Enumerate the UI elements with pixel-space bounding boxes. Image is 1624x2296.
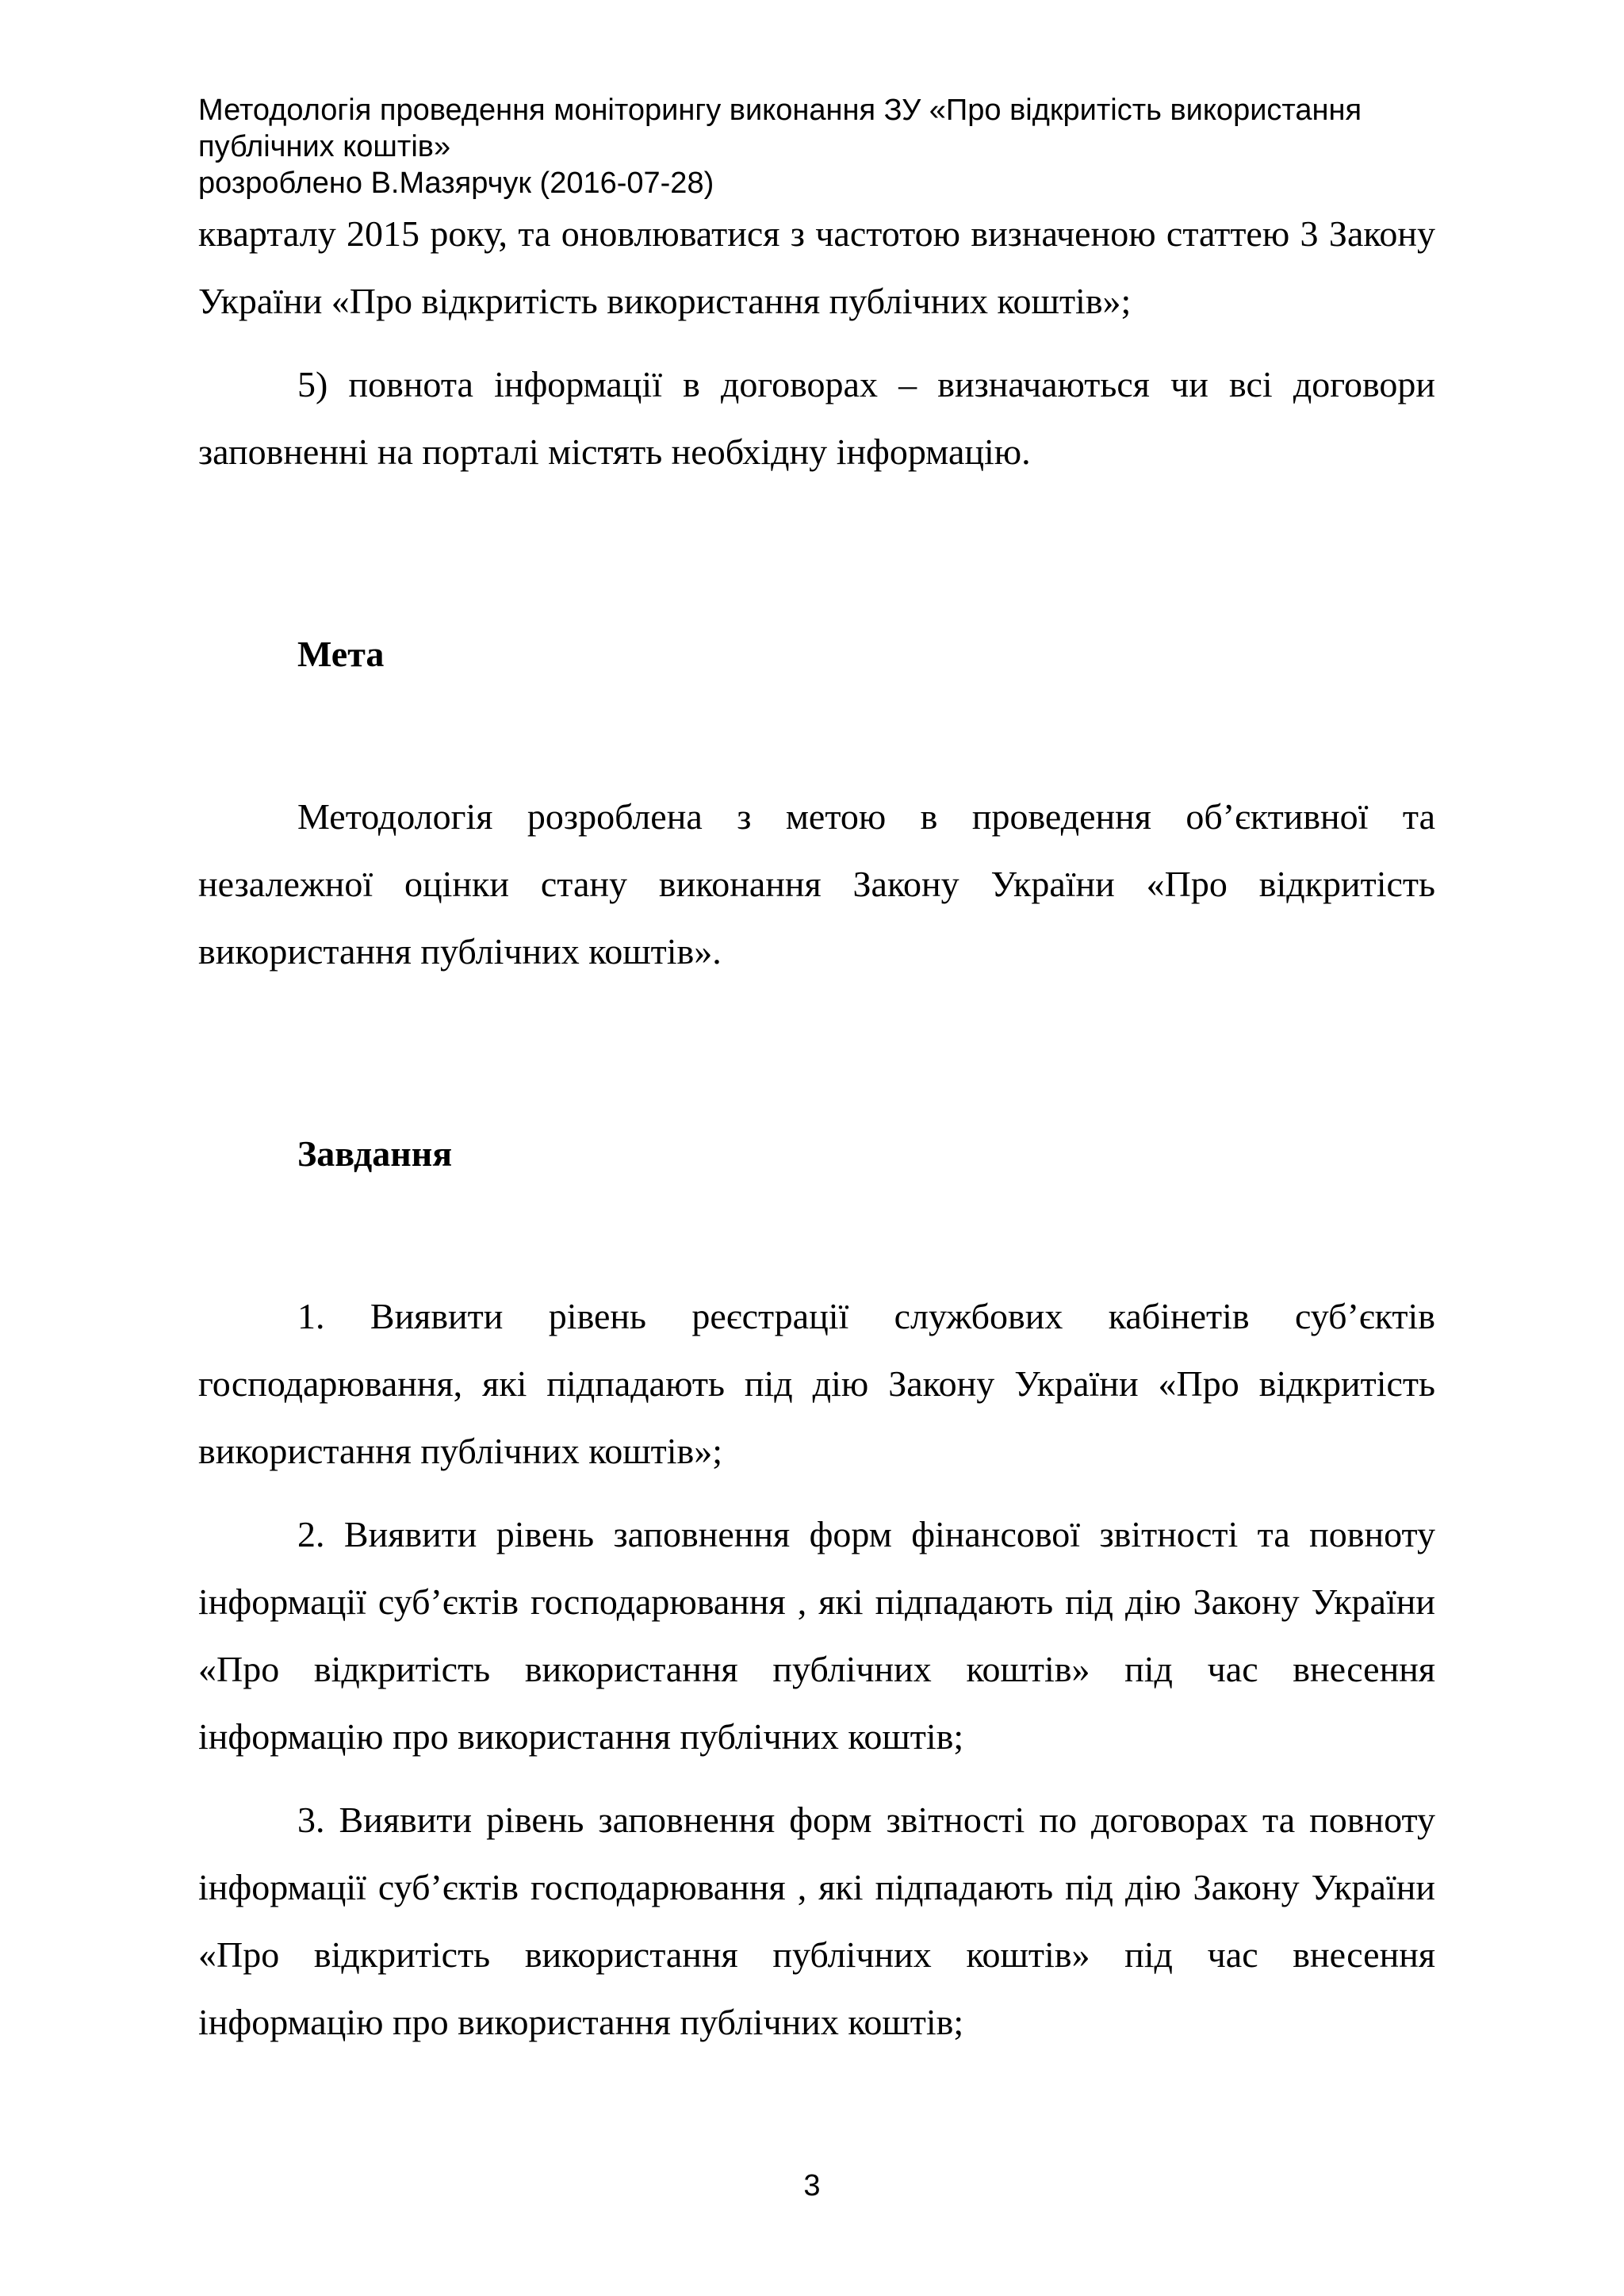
header-title-line1: Методологія проведення моніторингу виконання ЗУ «Про відкритість використання <box>198 94 1362 127</box>
page-number: 3 <box>803 2169 821 2202</box>
task-item-1: 1. Виявити рівень реєстрації службових кабінетів суб’єктів господарювання, які підпадають під дію Закону України «Про відкритість використання публічних коштів»; <box>198 1296 1435 1471</box>
heading-tasks: Завдання <box>297 1133 453 1174</box>
task-item-3: 3. Виявити рівень заповнення форм звітності по договорах та повноту інформації суб’єктів господарювання , які підпадають під дію Закону України «Про відкритість використання публічних коштів» під час внесення інформацію про використання публічних коштів; <box>198 1800 1435 2042</box>
task-item-2: 2. Виявити рівень заповнення форм фінансової звітності та повноту інформації суб’єктів господарювання , які підпадають під дію Закону України «Про відкритість використання публічних коштів» під час внесення інформацію про використання публічних коштів; <box>198 1514 1435 1757</box>
heading-meta: Мета <box>297 634 385 674</box>
paragraph-intro-continuation: кварталу 2015 року, та оновлюватися з частотою визначеною статтею 3 Закону України «Про відкритість використання публічних коштів»; <box>198 213 1435 321</box>
page-header <box>198 92 1435 201</box>
header-title-line2: публічних коштів» <box>198 130 451 163</box>
header-author-line: розроблено В.Мазярчук (2016-07-28) <box>198 167 714 200</box>
paragraph-item-5: 5) повнота інформації в договорах – визначаються чи всі договори заповненні на порталі містять необхідну інформацію. <box>198 364 1435 472</box>
document-body <box>198 200 1435 2056</box>
paragraph-meta: Методологія розроблена з метою в проведення об’єктивної та незалежної оцінки стану виконання Закону України «Про відкритість використання публічних коштів». <box>198 796 1435 972</box>
